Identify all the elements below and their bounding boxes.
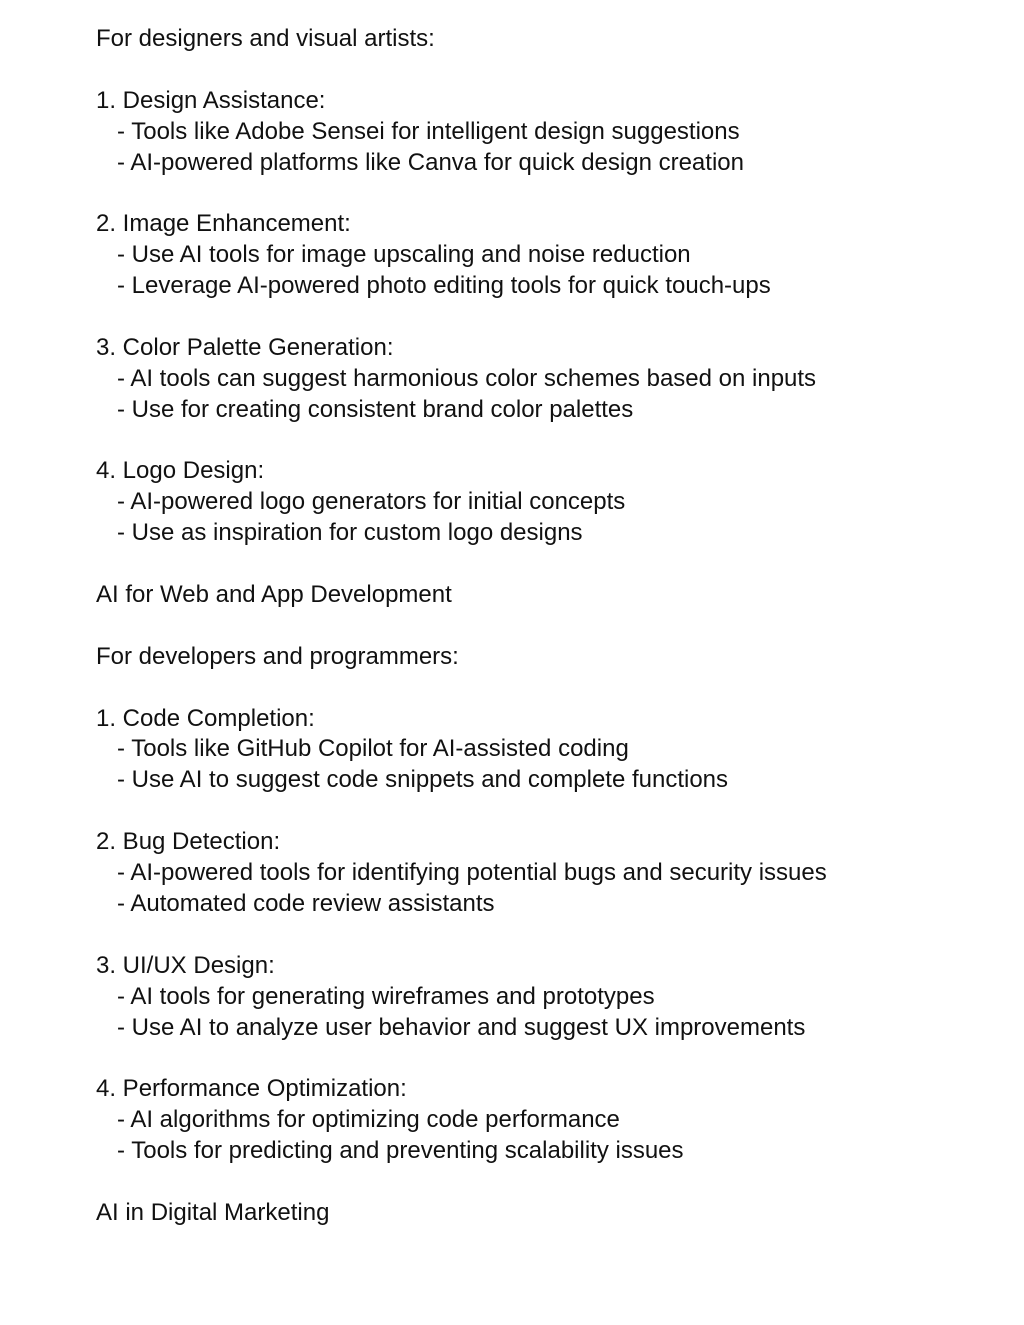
bullet-line: - AI tools for generating wireframes and prototypes bbox=[117, 982, 655, 1010]
item-heading: 2. Image Enhancement: bbox=[96, 210, 351, 238]
section-heading-web-app-development: AI for Web and App Development bbox=[96, 581, 452, 609]
blank-line bbox=[96, 178, 996, 209]
bullet-line: - Tools like Adobe Sensei for intelligent design suggestions bbox=[117, 117, 740, 145]
bullet-line: - Tools like GitHub Copilot for AI-assisted coding bbox=[117, 735, 629, 763]
bullet-line: - Leverage AI-powered photo editing tools for quick touch-ups bbox=[117, 272, 771, 300]
blank-line bbox=[96, 1043, 996, 1074]
item-heading: 4. Performance Optimization: bbox=[96, 1075, 407, 1103]
bullet-line: - Tools for predicting and preventing scalability issues bbox=[117, 1137, 684, 1165]
item-heading: 1. Design Assistance: bbox=[96, 86, 326, 114]
bullet-line: - Automated code review assistants bbox=[117, 889, 495, 917]
bullet-line: - Use AI to analyze user behavior and suggest UX improvements bbox=[117, 1013, 806, 1041]
document-page bbox=[96, 24, 996, 1229]
bullet-line: - AI-powered tools for identifying potential bugs and security issues bbox=[117, 859, 827, 887]
bullet-line: - Use AI tools for image upscaling and noise reduction bbox=[117, 241, 691, 269]
section-heading-digital-marketing: AI in Digital Marketing bbox=[96, 1198, 330, 1226]
item-heading: 3. Color Palette Generation: bbox=[96, 333, 394, 361]
bullet-line: - AI algorithms for optimizing code performance bbox=[117, 1106, 620, 1134]
intro-line-designers: For designers and visual artists: bbox=[96, 25, 435, 52]
blank-line bbox=[96, 796, 996, 827]
bullet-line: - AI tools can suggest harmonious color schemes based on inputs bbox=[117, 364, 817, 392]
item-heading: 2. Bug Detection: bbox=[96, 828, 281, 856]
blank-line bbox=[96, 673, 996, 704]
bullet-line: - Use for creating consistent brand color palettes bbox=[117, 395, 634, 423]
blank-line bbox=[96, 302, 996, 333]
bullet-line: - Use as inspiration for custom logo designs bbox=[117, 519, 583, 547]
blank-line bbox=[96, 55, 996, 86]
bullet-line: - AI-powered platforms like Canva for quick design creation bbox=[117, 148, 744, 176]
blank-line bbox=[96, 920, 996, 951]
item-heading: 1. Code Completion: bbox=[96, 704, 315, 732]
item-heading: 4. Logo Design: bbox=[96, 457, 265, 485]
blank-line bbox=[96, 426, 996, 457]
intro-line-developers: For developers and programmers: bbox=[96, 642, 459, 670]
bullet-line: - AI-powered logo generators for initial concepts bbox=[117, 488, 626, 516]
blank-line bbox=[96, 1167, 996, 1198]
blank-line bbox=[96, 549, 996, 580]
bullet-line: - Use AI to suggest code snippets and complete functions bbox=[117, 766, 729, 794]
blank-line bbox=[96, 611, 996, 642]
item-heading: 3. UI/UX Design: bbox=[96, 951, 275, 979]
